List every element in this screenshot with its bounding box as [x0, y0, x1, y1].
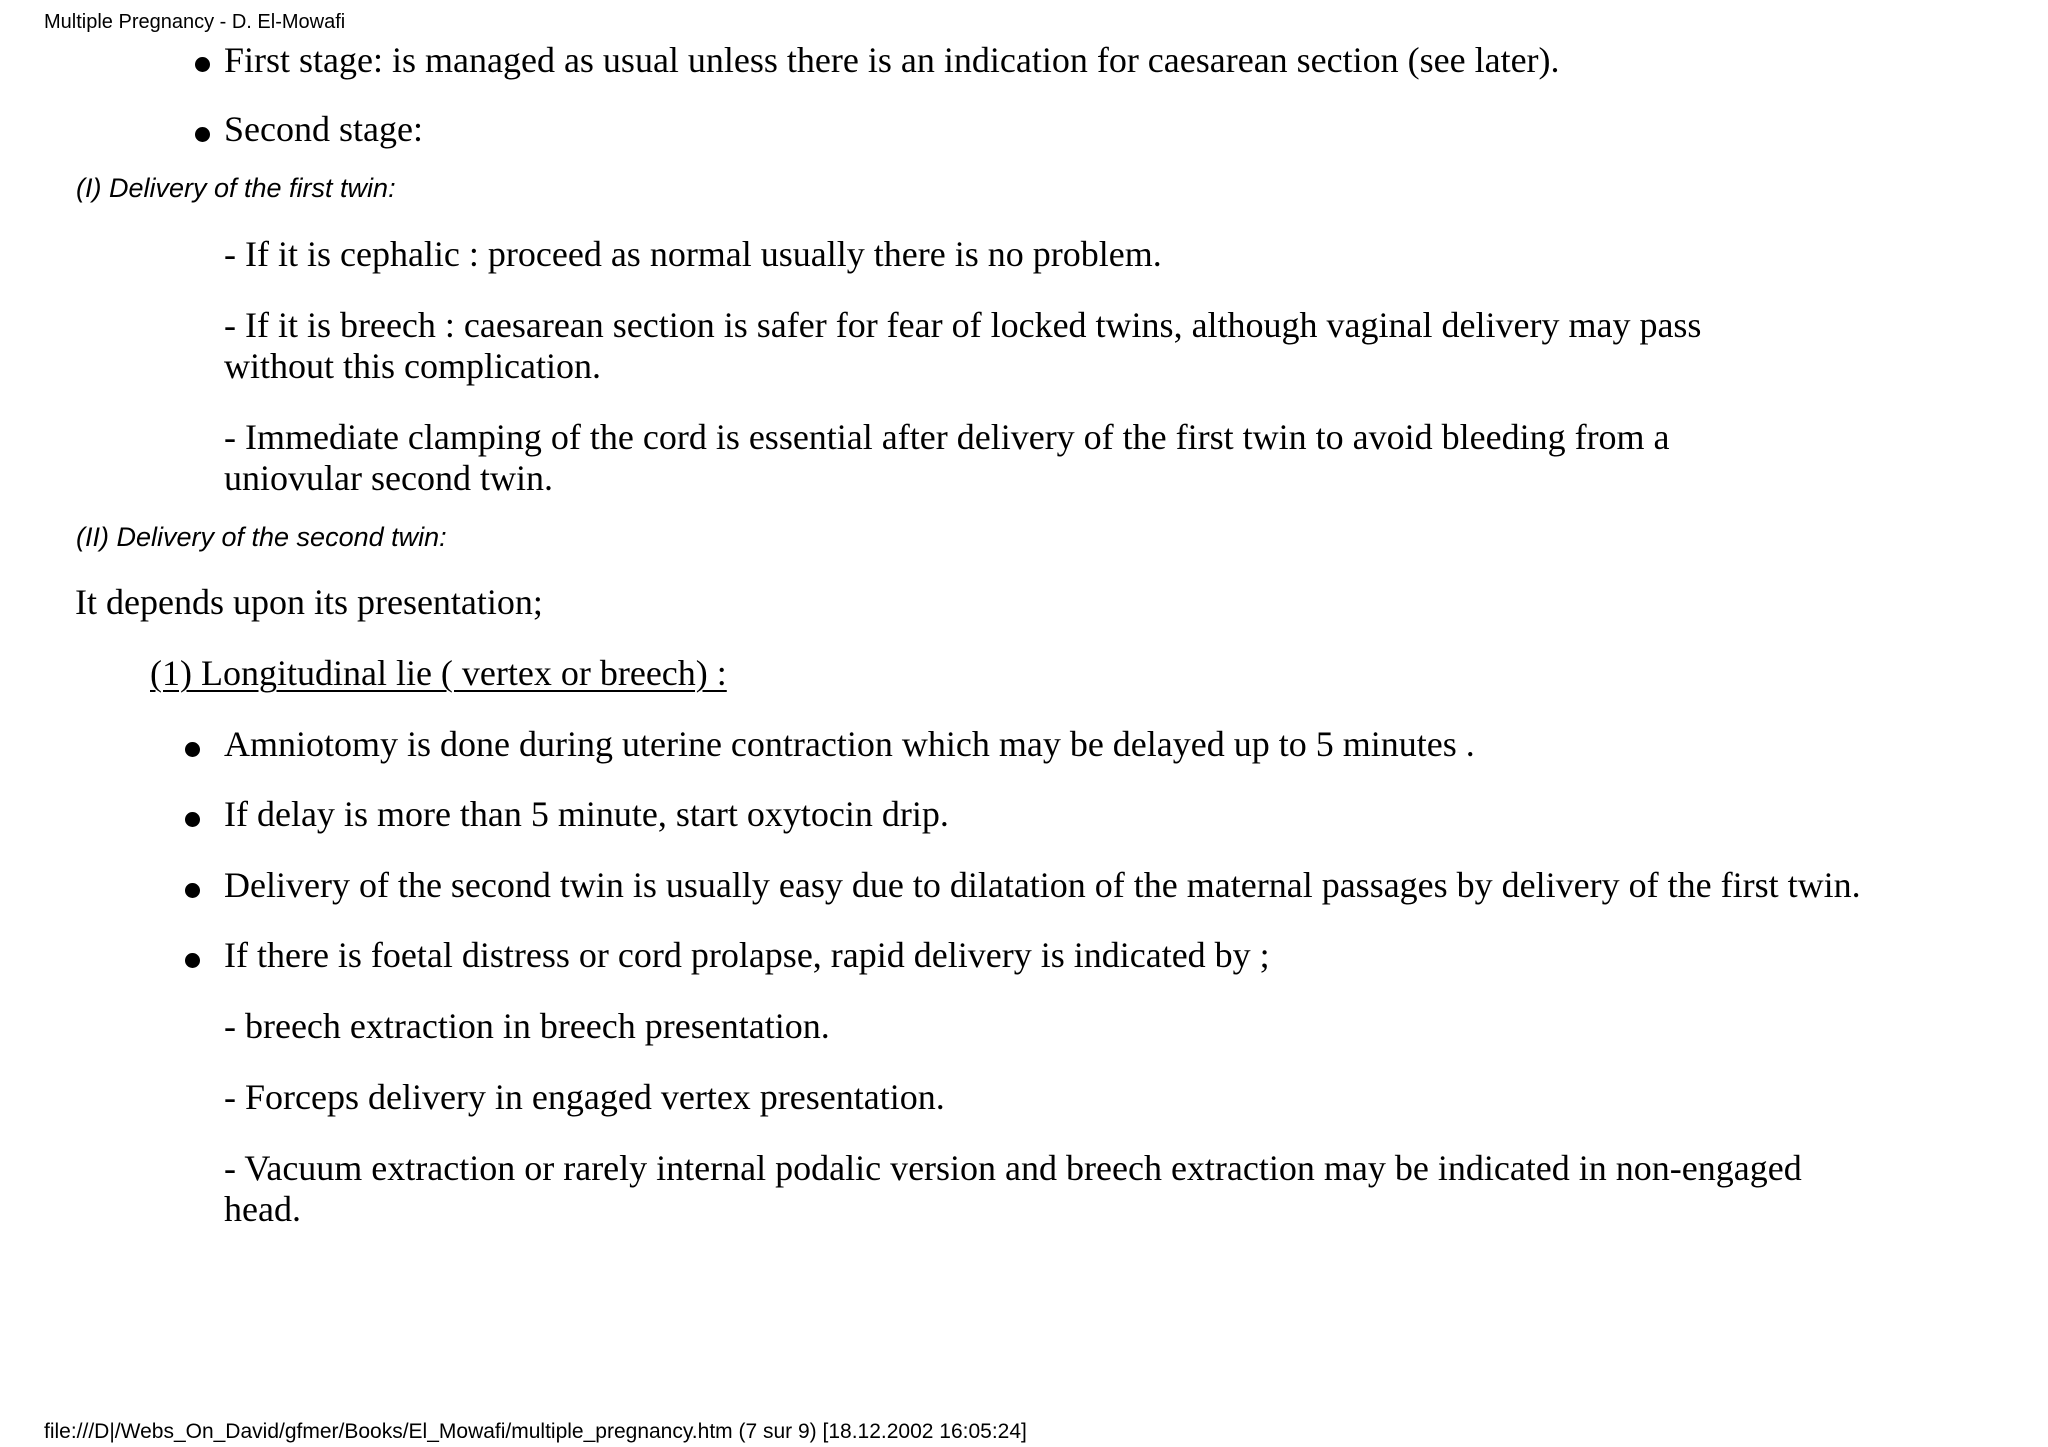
subsection-title-longitudinal-lie: (1) Longitudinal lie ( vertex or breech) :: [150, 653, 727, 693]
easy-delivery-item: Delivery of the second twin is usually easy due to dilatation of the maternal passages by delivery of the first twin.: [224, 865, 1861, 905]
bullet-icon: [185, 883, 200, 898]
bullet-icon: [195, 57, 210, 72]
bullet-icon: [195, 127, 210, 142]
section-heading-second-twin: (II) Delivery of the second twin:: [76, 522, 447, 552]
forceps-delivery-item: - Forceps delivery in engaged vertex presentation.: [224, 1077, 945, 1117]
section-heading-first-twin: (I) Delivery of the first twin:: [76, 173, 396, 203]
oxytocin-item: If delay is more than 5 minute, start oxytocin drip.: [224, 794, 949, 834]
bullet-icon: [185, 812, 200, 827]
foetal-distress-item: If there is foetal distress or cord prolapse, rapid delivery is indicated by ;: [224, 935, 1270, 975]
first-twin-cephalic-item: - If it is cephalic : proceed as normal usually there is no problem.: [224, 234, 1162, 274]
second-stage-item: Second stage:: [224, 109, 423, 149]
bullet-icon: [185, 742, 200, 757]
second-twin-intro: It depends upon its presentation;: [75, 582, 543, 622]
page-footer-url: file:///D|/Webs_On_David/gfmer/Books/El_Mowafi/multiple_pregnancy.htm (7 sur 9) [18.12.2002 16:05:24]: [44, 1420, 1027, 1443]
first-twin-breech-item: - If it is breech : caesarean section is safer for fear of locked twins, although vaginal delivery may pass without this complication.: [224, 305, 1702, 386]
vacuum-extraction-item: - Vacuum extraction or rarely internal podalic version and breech extraction may be indicated in non-engaged head.: [224, 1148, 1802, 1229]
page-header-title: Multiple Pregnancy - D. El-Mowafi: [44, 11, 346, 33]
breech-extraction-item: - breech extraction in breech presentation.: [224, 1006, 830, 1046]
amniotomy-item: Amniotomy is done during uterine contraction which may be delayed up to 5 minutes .: [224, 724, 1475, 764]
first-twin-clamping-item: - Immediate clamping of the cord is essential after delivery of the first twin to avoid bleeding from a uniovular second twin.: [224, 417, 1670, 498]
bullet-icon: [185, 953, 200, 968]
first-stage-item: First stage: is managed as usual unless there is an indication for caesarean section (see later).: [224, 40, 1560, 80]
